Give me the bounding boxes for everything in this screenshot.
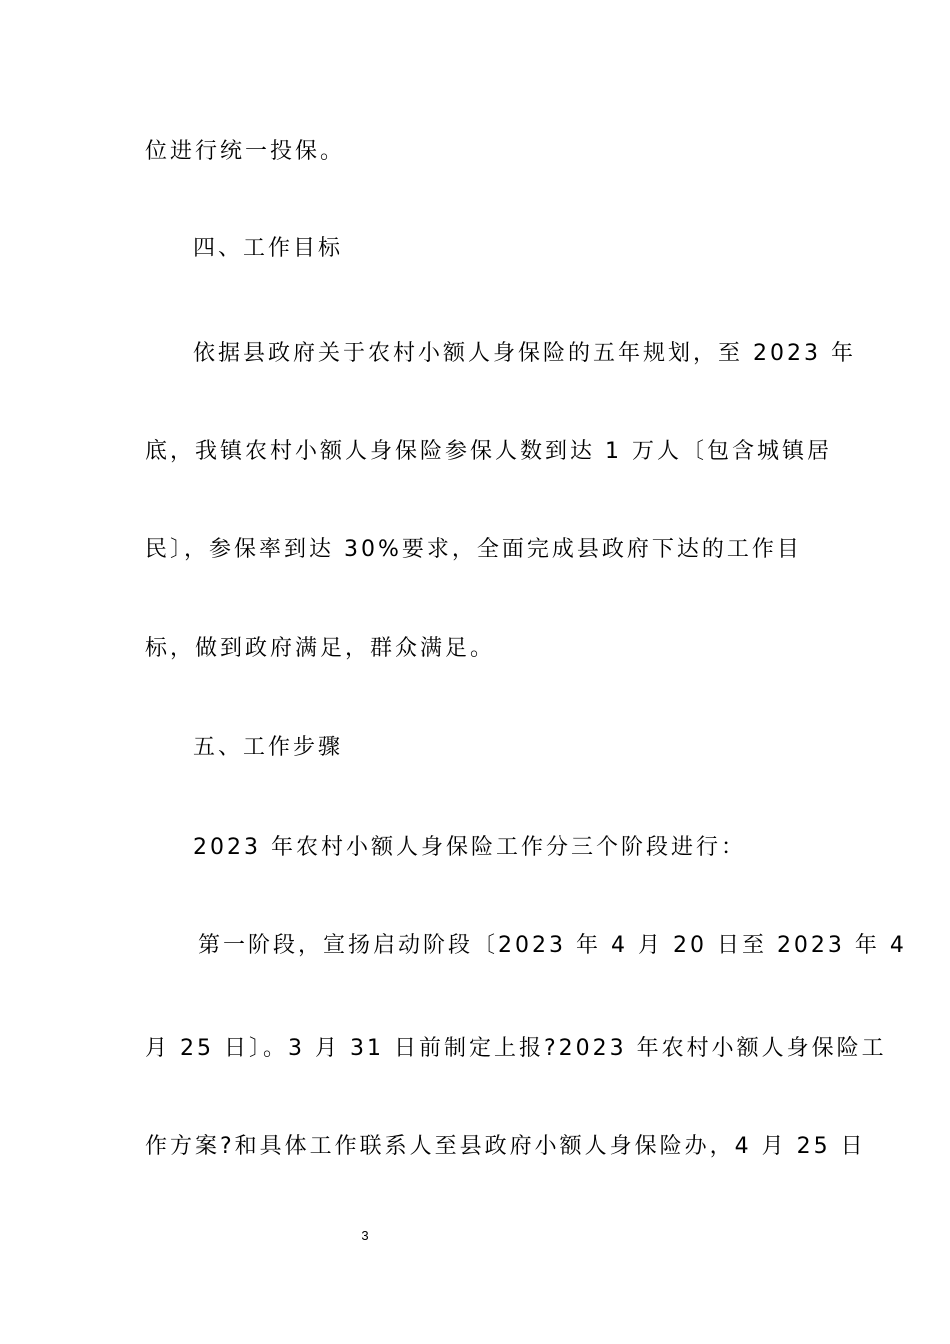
body-text-line: 作方案?和具体工作联系人至县政府小额人身保险办，4 月 25 日 — [145, 1134, 866, 1159]
body-text-line: 月 25 日〕。3 月 31 日前制定上报?2023 年农村小额人身保险工 — [145, 1036, 887, 1061]
body-text-line: 依据县政府关于农村小额人身保险的五年规划，至 2023 年 — [193, 341, 856, 366]
section-heading-work-goals: 四、工作目标 — [193, 236, 344, 261]
body-text-line: 位进行统一投保。 — [145, 139, 346, 164]
body-text-line: 底，我镇农村小额人身保险参保人数到达 1 万人〔包含城镇居 — [145, 439, 832, 464]
body-text-line: 标，做到政府满足，群众满足。 — [145, 636, 496, 661]
body-text-line: 民〕，参保率到达 30%要求，全面完成县政府下达的工作目 — [145, 537, 802, 562]
section-heading-work-steps: 五、工作步骤 — [193, 735, 344, 760]
body-text-line: 2023 年农村小额人身保险工作分三个阶段进行： — [193, 835, 746, 860]
page-number: 3 — [361, 1228, 369, 1243]
body-text-line: 第一阶段，宣扬启动阶段〔2023 年 4 月 20 日至 2023 年 4 — [198, 933, 907, 958]
